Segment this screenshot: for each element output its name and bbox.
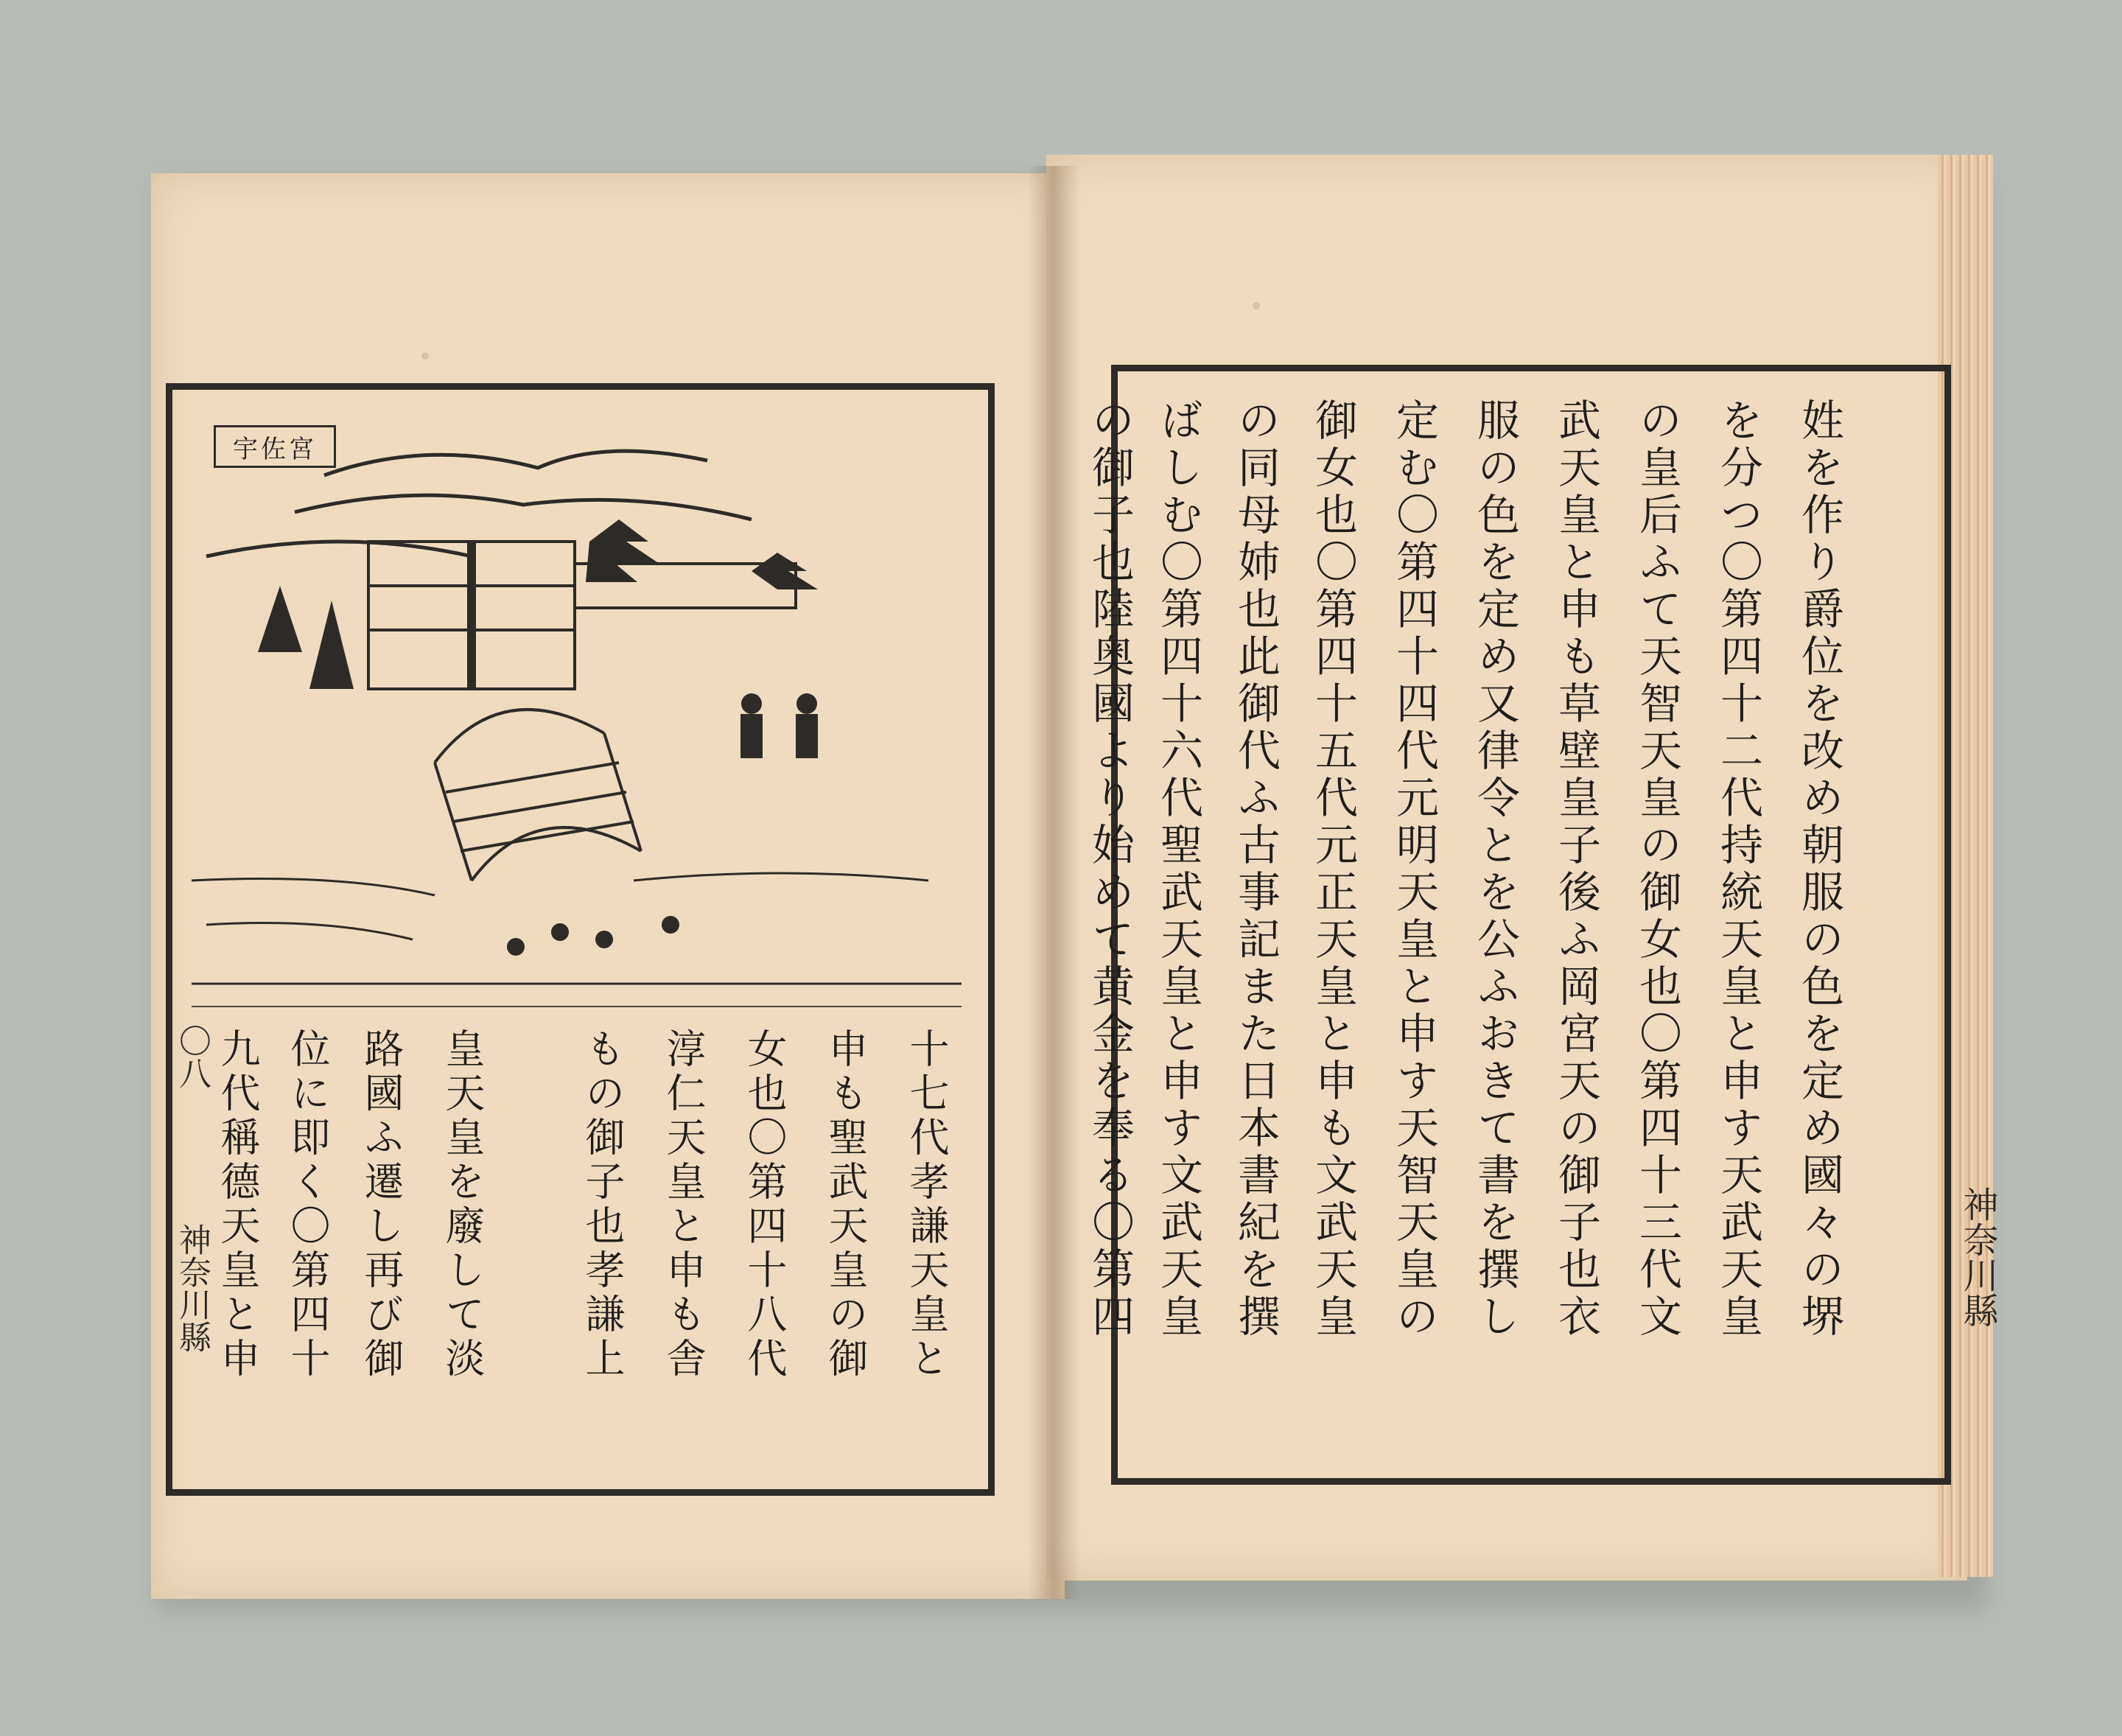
right-text-column: を分つ〇第四十二代持統天皇と申す天武天皇 [1713,398,1763,1341]
left-text-column: 九代稱德天皇と申 [214,1028,261,1382]
left-text-column: 淳仁天皇と申も舎 [660,1028,707,1382]
right-text-column: 姓を作り爵位を改め朝服の色を定め國々の堺 [1794,398,1844,1341]
left-text-column: 路國ふ遷し再び御 [358,1028,405,1382]
right-text-column: 御女也〇第四十五代元正天皇と申も文武天皇 [1308,398,1358,1341]
right-text-column: 服の色を定め又律令とを公ふおきて書を撰し [1470,398,1520,1341]
right-text-column: 武天皇と申も草壁皇子後ふ岡宮天の御子也衣 [1551,398,1601,1341]
illustration-label: 宇佐宮 [214,425,336,468]
left-page-side-title: 神奈川縣 [173,1223,211,1353]
left-text-column: 女也〇第四十八代 [741,1028,788,1382]
left-text-column: 皇天皇を廢して淡 [439,1028,486,1382]
left-text-column: 申も聖武天皇の御 [822,1028,869,1382]
paper-spot [421,352,429,360]
left-text-column: 位に即く〇第四十 [284,1028,331,1382]
paper-spot [1253,302,1260,309]
illustration-divider [192,1006,962,1007]
right-text-column: の御子也陸奥國より始めて黄金を奉る〇第四 [1085,398,1135,1341]
left-text-column: 十七代孝謙天皇と [903,1028,950,1382]
left-page-number: 〇八 [173,1024,211,1089]
book-gutter [1028,166,1079,1599]
right-text-column: の皇后ふて天智天皇の御女也〇第四十三代文 [1632,398,1682,1341]
right-text-column: 定む〇第四十四代元明天皇と申す天智天皇の [1389,398,1439,1341]
shrine-illustration [192,409,962,1006]
right-text-column: ばしむ〇第四十六代聖武天皇と申す文武天皇 [1153,398,1203,1341]
left-text-column: もの御子也孝謙上 [579,1028,626,1382]
right-page-side-title: 神奈川縣 [1957,1186,1998,1328]
right-text-column: の同母姉也此御代ふ古事記また日本書紀を撰 [1230,398,1281,1341]
